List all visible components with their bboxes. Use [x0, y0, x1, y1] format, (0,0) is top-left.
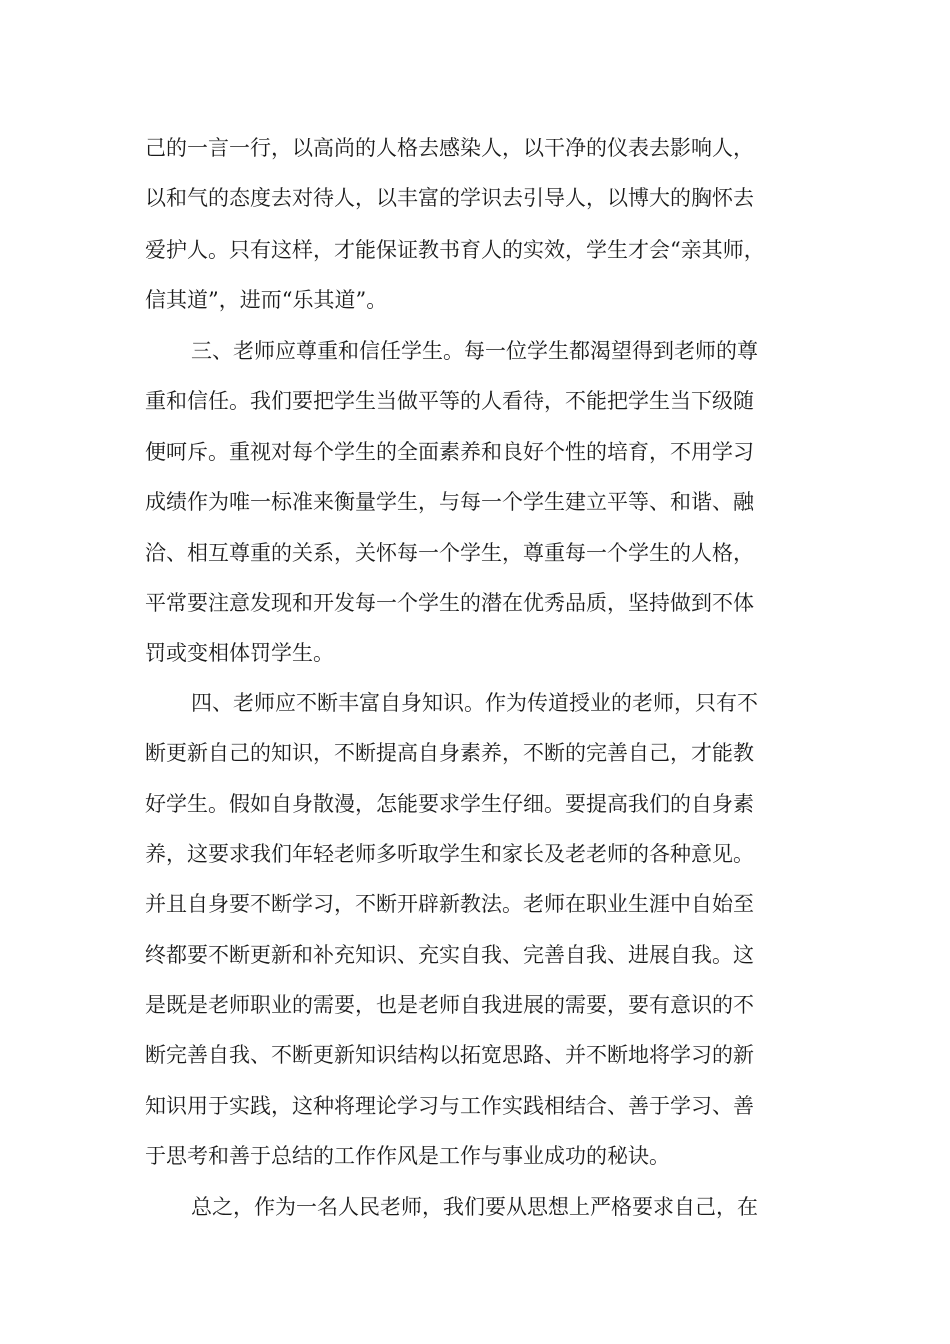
conclusion-first-line: 总之，作为一名人民老师，我们要从思想上严格要求自己，在: [191, 1195, 758, 1219]
paragraph-four-first-line: 四、老师应不断丰富自身知识。作为传道授业的老师，只有不: [191, 691, 758, 715]
text-line: 罚或变相体罚学生。: [145, 641, 334, 665]
text-line: 断更新自己的知识，不断提高自身素养，不断的完善自己，才能教: [145, 741, 754, 765]
text-line: 信其道”，进而“乐其道”。: [145, 288, 388, 312]
text-line: 是既是老师职业的需要，也是老师自我进展的需要，要有意识的不: [145, 993, 754, 1017]
text-line: 爱护人。只有这样，才能保证教书育人的实效，学生才会“亲其师，: [145, 238, 765, 262]
text-line: 便呵斥。重视对每个学生的全面素养和良好个性的培育，不用学习: [145, 440, 754, 464]
text-line: 好学生。假如自身散漫，怎能要求学生仔细。要提高我们的自身素: [145, 792, 754, 816]
text-line: 成绩作为唯一标准来衡量学生，与每一个学生建立平等、和谐、融: [145, 490, 754, 514]
text-line: 洽、相互尊重的关系，关怀每一个学生，尊重每一个学生的人格，: [145, 541, 754, 565]
text-line: 平常要注意发现和开发每一个学生的潜在优秀品质，坚持做到不体: [145, 591, 754, 615]
text-line: 终都要不断更新和补充知识、充实自我、完善自我、进展自我。这: [145, 943, 754, 967]
text-line: 重和信任。我们要把学生当做平等的人看待，不能把学生当下级随: [145, 389, 754, 413]
text-line: 以和气的态度去对待人，以丰富的学识去引导人，以博大的胸怀去: [145, 186, 754, 210]
text-line: 养，这要求我们年轻老师多听取学生和家长及老老师的各种意见。: [145, 842, 754, 866]
text-line: 知识用于实践，这种将理论学习与工作实践相结合、善于学习、善: [145, 1094, 754, 1118]
paragraph-three-first-line: 三、老师应尊重和信任学生。每一位学生都渴望得到老师的尊: [191, 339, 758, 363]
text-line: 并且自身要不断学习，不断开辟新教法。老师在职业生涯中自始至: [145, 892, 754, 916]
text-line: 断完善自我、不断更新知识结构以拓宽思路、并不断地将学习的新: [145, 1043, 754, 1067]
text-line: 己的一言一行，以高尚的人格去感染人，以干净的仪表去影响人，: [145, 136, 754, 160]
text-line: 于思考和善于总结的工作作风是工作与事业成功的秘诀。: [145, 1144, 670, 1168]
